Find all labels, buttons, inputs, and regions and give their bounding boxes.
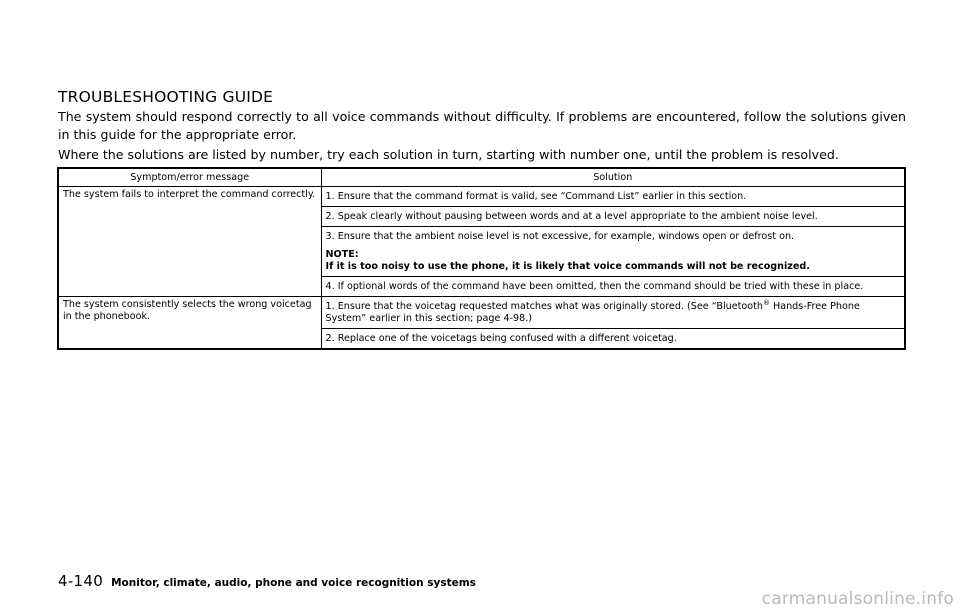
solution-cell: 1. Ensure that the command format is valid, see “Command List” earlier in this section. (321, 187, 905, 207)
solution-cell (321, 227, 905, 277)
symptom-cell: The system fails to interpret the command correctly. (58, 187, 321, 297)
solution-cell: 2. Speak clearly without pausing between words and at a level appropriate to the ambient noise level. (321, 207, 905, 227)
intro-paragraph: Where the solutions are listed by number, try each solution in turn, starting with number one, until the problem is resolved. (58, 147, 839, 162)
watermark: carmanualsonline.info (761, 589, 954, 609)
intro-paragraph: The system should respond correctly to all voice commands without difficulty. If problems are encountered, follow the solutions given in this guide for the appropriate error. (58, 109, 906, 142)
table-header-row (58, 168, 905, 187)
solution-text: Hands-Free Phone System” earlier in this section; page 4-98.) (325, 301, 860, 324)
solution-cell: 2. Replace one of the voicetags being confused with a different voicetag. (321, 329, 905, 350)
solution-cell (321, 297, 905, 329)
page-number: 4-140 (58, 572, 104, 590)
column-header-solution: Solution (321, 168, 905, 187)
table-row (58, 297, 905, 329)
page-title: TROUBLESHOOTING GUIDE (58, 88, 274, 106)
registered-mark: ® (762, 298, 770, 307)
section-title: Monitor, climate, audio, phone and voice recognition systems (111, 577, 476, 589)
column-header-symptom: Symptom/error message (58, 168, 321, 187)
solution-cell: 4. If optional words of the command have been omitted, then the command should be tried with these in place. (321, 277, 905, 297)
table-row (58, 187, 905, 207)
solution-text: 3. Ensure that the ambient noise level is not excessive, for example, windows open or defrost on. (325, 231, 795, 242)
symptom-cell: The system consistently selects the wrong voicetag in the phonebook. (58, 297, 321, 350)
troubleshooting-table (57, 167, 906, 350)
page-footer (58, 572, 476, 590)
note-text: If it is too noisy to use the phone, it is likely that voice commands will not be recognized. (325, 261, 810, 272)
note-label: NOTE: (325, 249, 359, 260)
solution-text: 1. Ensure that the voicetag requested matches what was originally stored. (See “Bluetooth (325, 301, 763, 312)
